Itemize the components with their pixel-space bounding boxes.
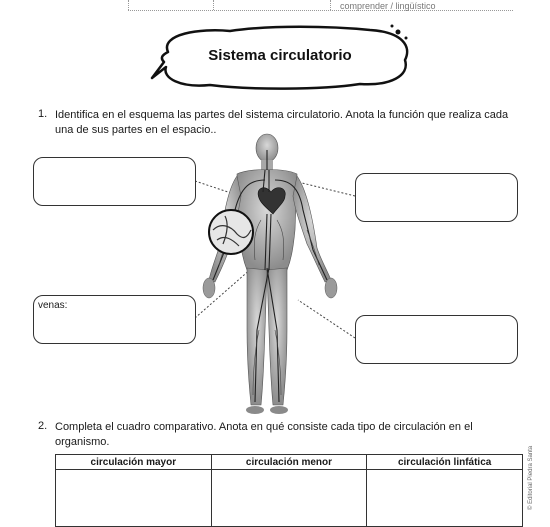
answer-box-top-right[interactable] (355, 173, 518, 222)
question-1-number: 1. (38, 108, 48, 120)
question-2-text: Completa el cuadro comparativo. Anota en qué consiste cada tipo de circulación en el organismo. (55, 421, 473, 448)
answer-box-bottom-right[interactable] (355, 315, 518, 364)
publisher-credit: © Editorial Piedra Santa (528, 445, 534, 510)
answer-box-top-left[interactable] (33, 157, 196, 206)
question-2-number: 2. (38, 420, 48, 432)
table-header-row (56, 455, 523, 470)
comparison-table (55, 454, 523, 527)
header-circulacion-linfatica: circulación linfática (367, 455, 523, 470)
answer-box-veins[interactable] (33, 295, 196, 344)
page-title: Sistema circulatorio (208, 47, 352, 64)
competency-tags: comprender / lingüístico (340, 1, 436, 11)
question-1-text: Identifica en el esquema las partes del sistema circulatorio. Anota la función que realiza cada una de sus partes en el espacio.. (55, 109, 509, 136)
veins-label: venas: (38, 300, 68, 311)
circulatory-system-figure (195, 130, 365, 420)
header-circulacion-mayor: circulación mayor (56, 455, 212, 470)
header-circulacion-menor: circulación menor (211, 455, 367, 470)
